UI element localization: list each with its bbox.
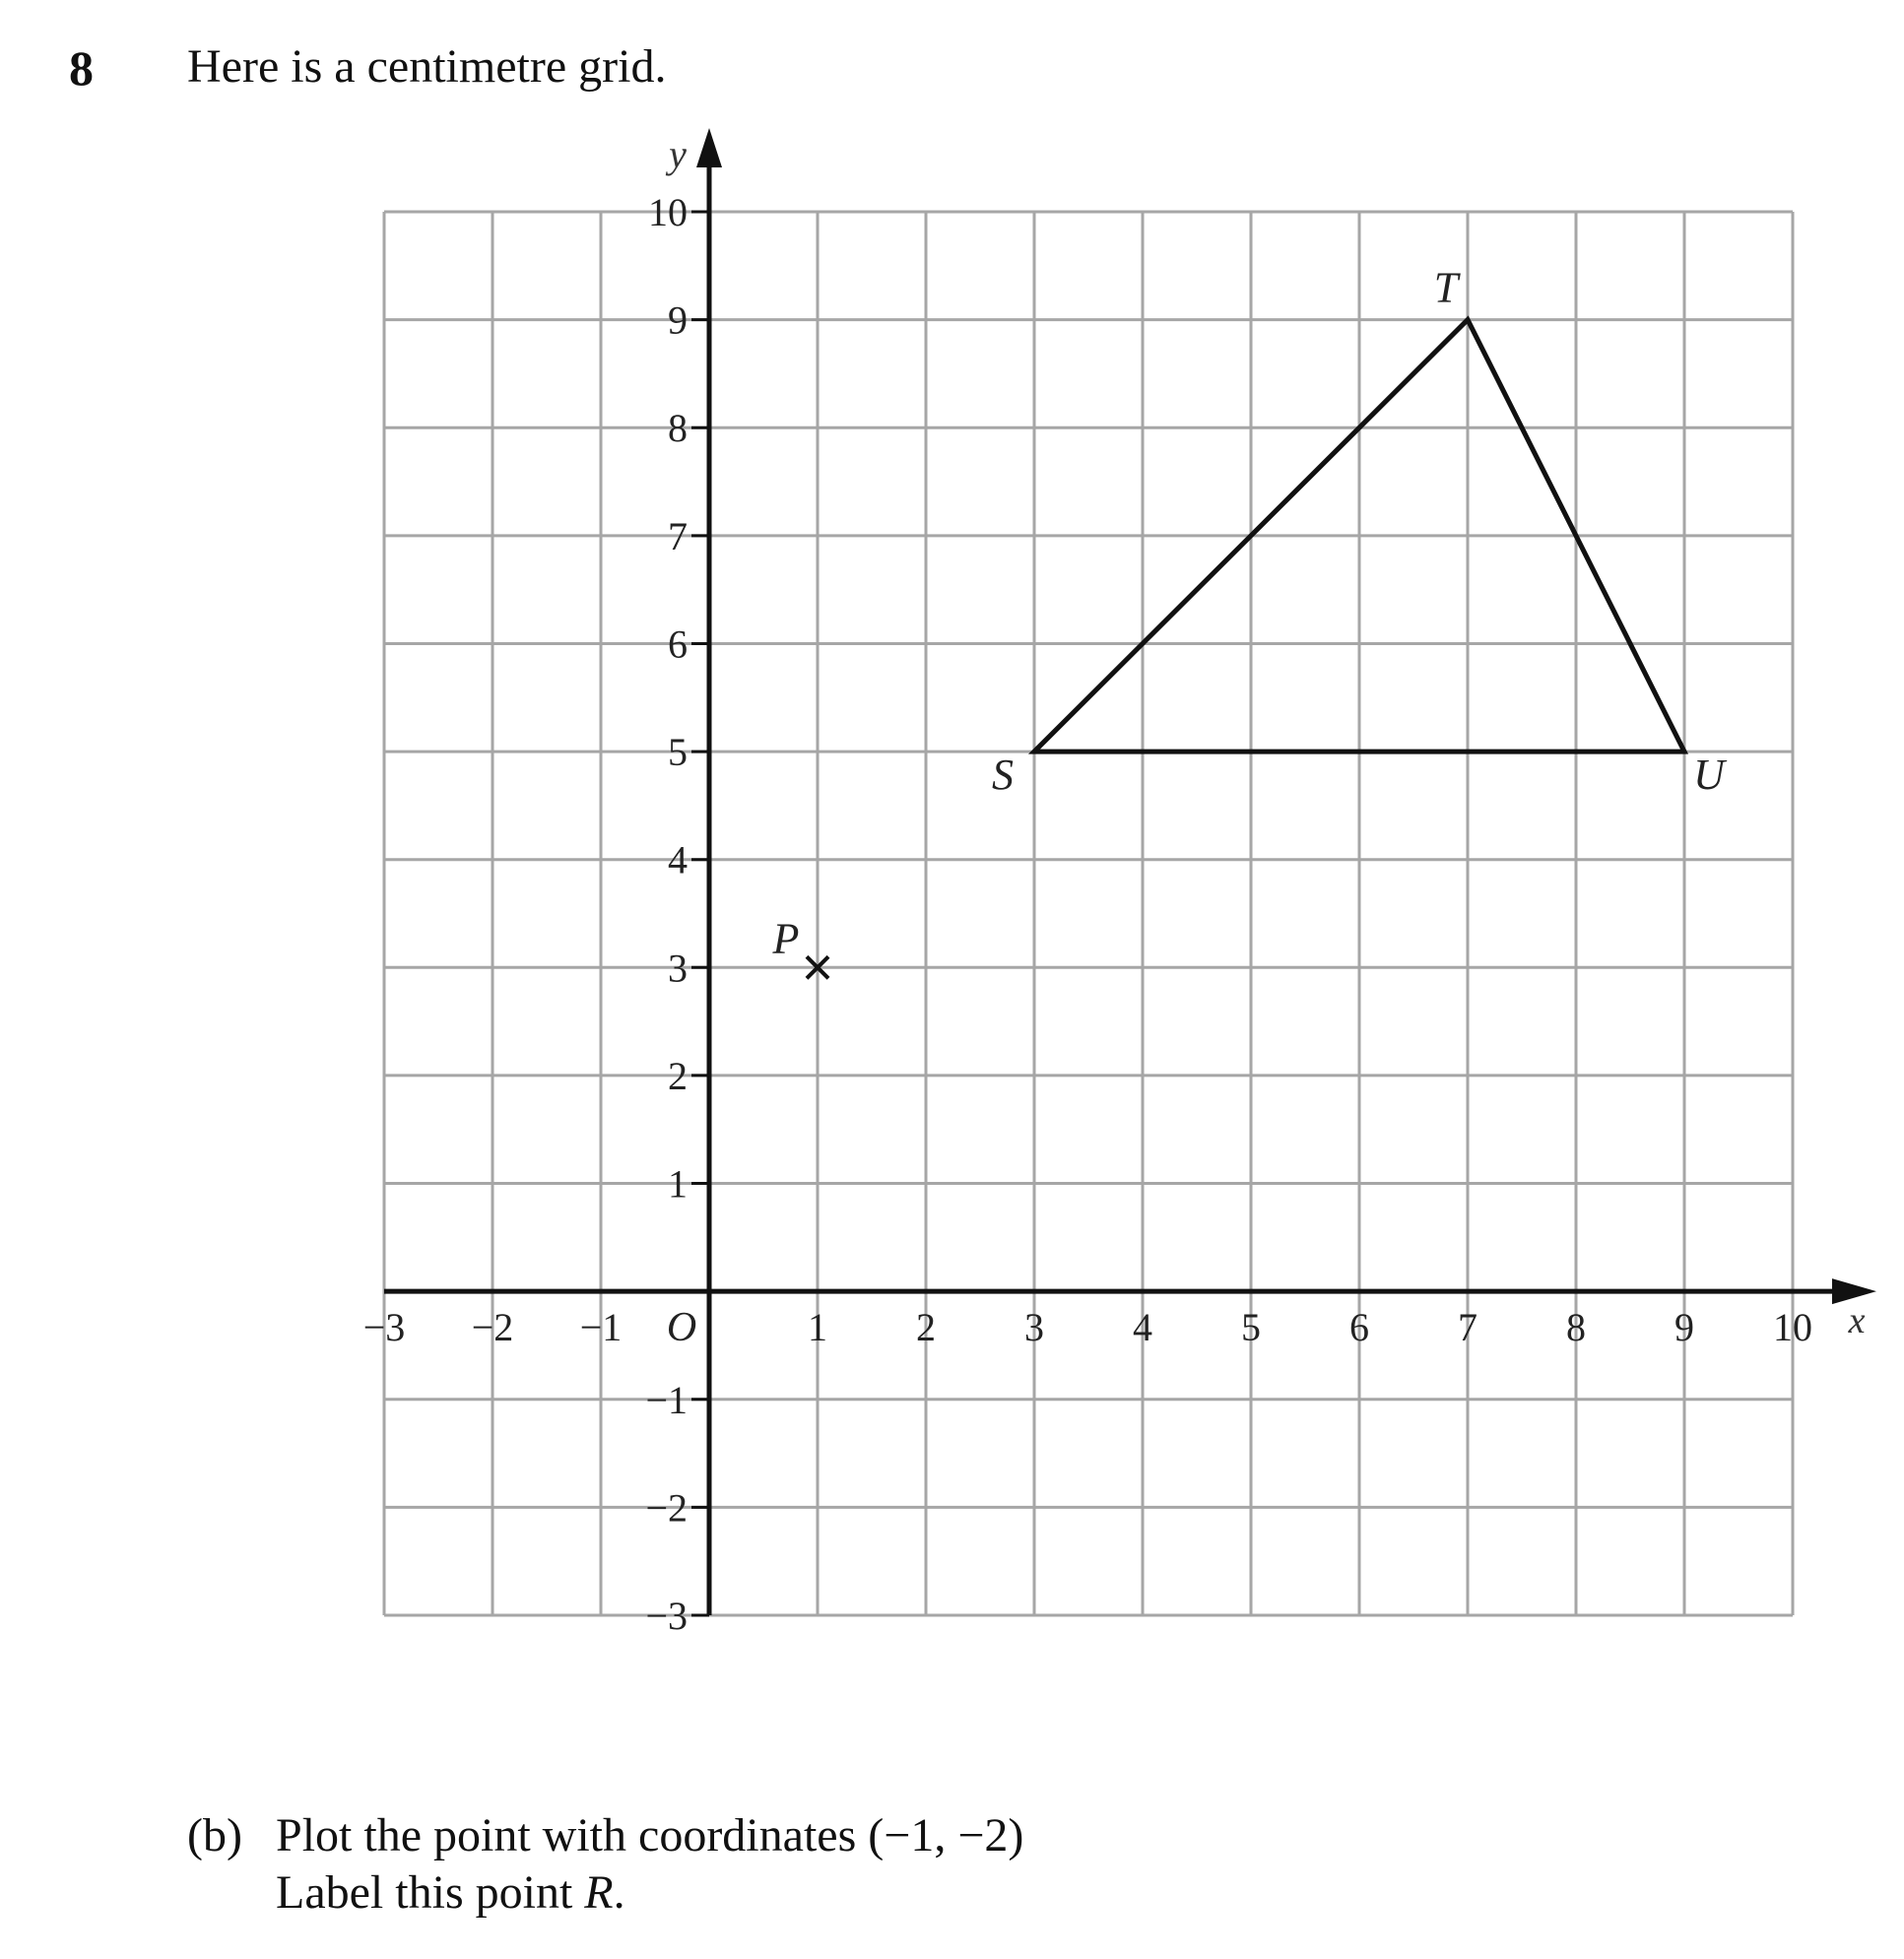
question-number: 8	[69, 40, 94, 96]
x-axis-label: x	[1848, 1300, 1866, 1342]
y-tick-label: 6	[668, 621, 688, 667]
part-b-line2-prefix: Label this point	[276, 1866, 585, 1919]
y-tick-label: 5	[668, 730, 688, 775]
y-tick-label: 9	[668, 297, 688, 343]
x-tick-label: −2	[471, 1305, 514, 1350]
y-tick-label: 10	[648, 190, 688, 234]
point-r-label: R	[584, 1866, 614, 1919]
vertex-label-t: T	[1433, 263, 1459, 312]
y-tick-label: −3	[645, 1594, 688, 1638]
question-intro: Here is a centimetre grid.	[187, 40, 667, 93]
part-b-label: (b)	[187, 1809, 242, 1861]
x-tick-label: 7	[1458, 1305, 1477, 1350]
y-tick-label: 7	[668, 513, 688, 558]
x-tick-label: −1	[579, 1305, 623, 1350]
y-tick-label: 3	[668, 946, 688, 991]
y-tick-label: −1	[645, 1377, 688, 1422]
vertex-label-u: U	[1693, 751, 1725, 800]
x-tick-label: 10	[1773, 1305, 1812, 1350]
y-axis-arrow	[696, 128, 722, 167]
vertex-label-s: S	[992, 751, 1014, 800]
x-tick-label: 9	[1674, 1305, 1694, 1350]
y-tick-label: 1	[668, 1161, 688, 1207]
part-b-line2-suffix: .	[613, 1866, 625, 1919]
x-tick-label: 8	[1566, 1305, 1586, 1350]
point-p-label: P	[772, 914, 800, 963]
grid-lines	[384, 212, 1793, 1615]
y-tick-label: −2	[645, 1485, 688, 1531]
x-tick-label: 6	[1349, 1305, 1369, 1350]
x-tick-label: 3	[1024, 1305, 1044, 1350]
axes	[384, 128, 1876, 1615]
tick-labels	[363, 132, 1866, 1638]
x-tick-label: 2	[916, 1305, 936, 1350]
y-tick-label: 2	[668, 1053, 688, 1098]
x-tick-label: 1	[808, 1305, 827, 1350]
y-tick-label: 4	[668, 837, 688, 882]
x-tick-label: 4	[1133, 1305, 1152, 1350]
y-tick-label: 8	[668, 406, 688, 451]
x-tick-label: 5	[1241, 1305, 1261, 1350]
y-axis-label: y	[669, 132, 687, 176]
part-b-line1: Plot the point with coordinates (−1, −2)	[276, 1809, 1024, 1861]
x-tick-label: −3	[362, 1305, 406, 1350]
part-b-text	[276, 1807, 1023, 1922]
origin-label: O	[666, 1305, 697, 1351]
part-b	[187, 1807, 1023, 1922]
